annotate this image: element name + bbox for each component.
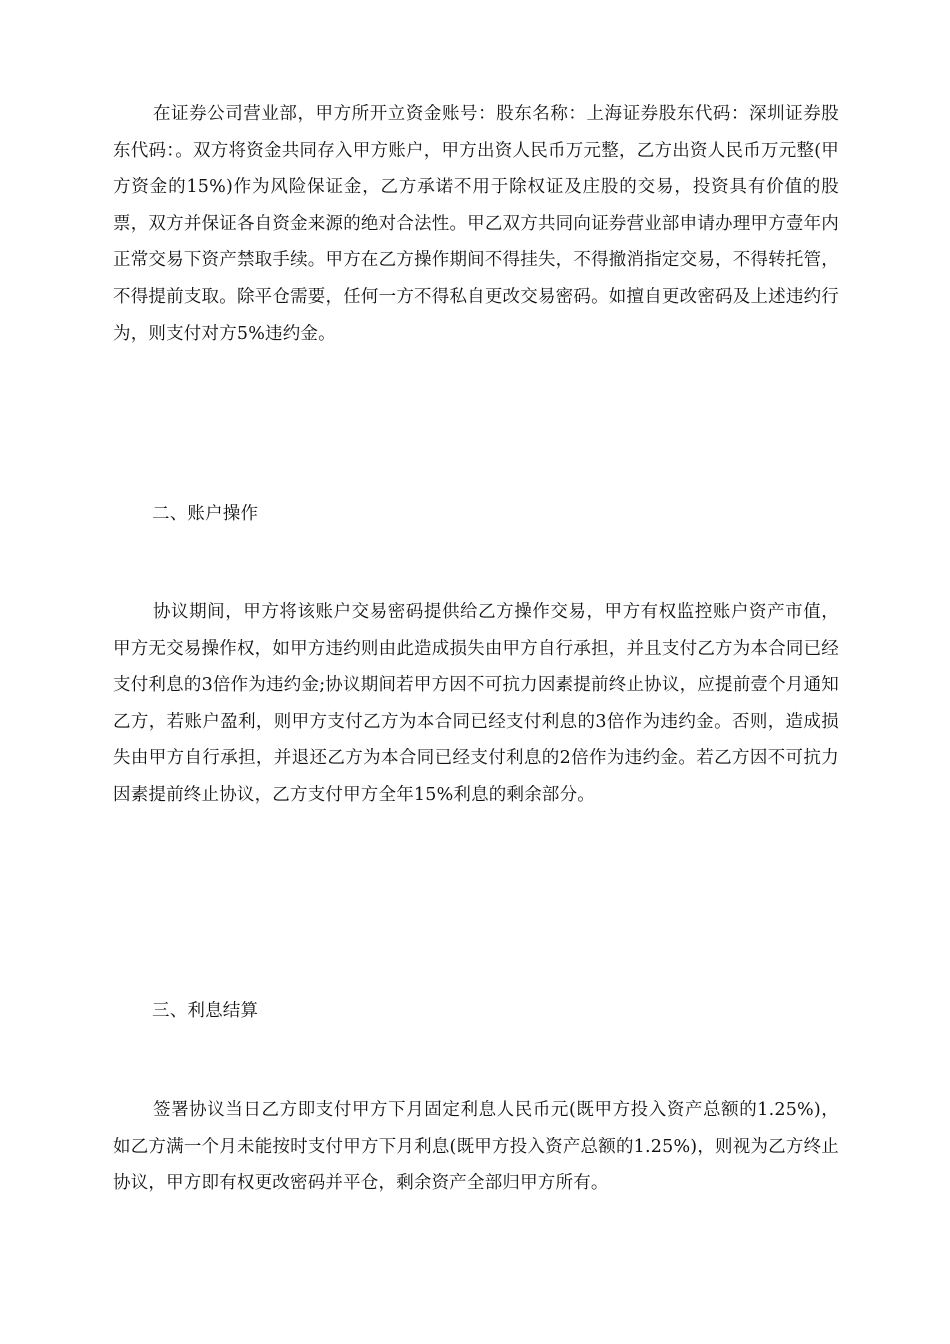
paragraph-interest-settlement: 签署协议当日乙方即支付甲方下月固定利息人民币元(既甲方投入资产总额的1.25%)，如乙方满一个月未能按时支付甲方下月利息(既甲方投入资产总额的1.25%)，则视为乙方终止协议，甲方即有权更改密码并平仓，剩余资产全部归甲方所有。 <box>113 1100 839 1194</box>
heading-interest-settlement: 三、利息结算 <box>152 1001 259 1021</box>
paragraph-account-operation: 协议期间，甲方将该账户交易密码提供给乙方操作交易，甲方有权监控账户资产市值，甲方无交易操作权，如甲方违约则由此造成损失由甲方自行承担，并且支付乙方为本合同已经支付利息的3倍作为违约金;协议期间若甲方因不可抗力因素提前终止协议，应提前壹个月通知乙方，若账户盈利，则甲方支付乙方为本合同已经支付利息的3倍作为违约金。否则，造成损失由甲方自行承担，并退还乙方为本合同已经支付利息的2倍作为违约金。若乙方因不可抗力因素提前终止协议，乙方支付甲方全年15%利息的剩余部分。 <box>113 602 839 805</box>
heading-account-operation: 二、账户操作 <box>152 504 259 524</box>
paragraph-account-funds: 在证券公司营业部，甲方所开立资金账号：股东名称：上海证券股东代码：深圳证券股东代码：。双方将资金共同存入甲方账户，甲方出资人民币万元整，乙方出资人民币万元整(甲方资金的15%)作为风险保证金，乙方承诺不用于除权证及庄股的交易，投资具有价值的股票，双方并保证各自资金来源的绝对合法性。甲乙双方共同向证券营业部申请办理甲方壹年内正常交易下资产禁取手续。甲方在乙方操作期间不得挂失，不得撤消指定交易，不得转托管，不得提前支取。除平仓需要，任何一方不得私自更改交易密码。如擅自更改密码及上述违约行为，则支付对方5%违约金。 <box>113 104 839 344</box>
